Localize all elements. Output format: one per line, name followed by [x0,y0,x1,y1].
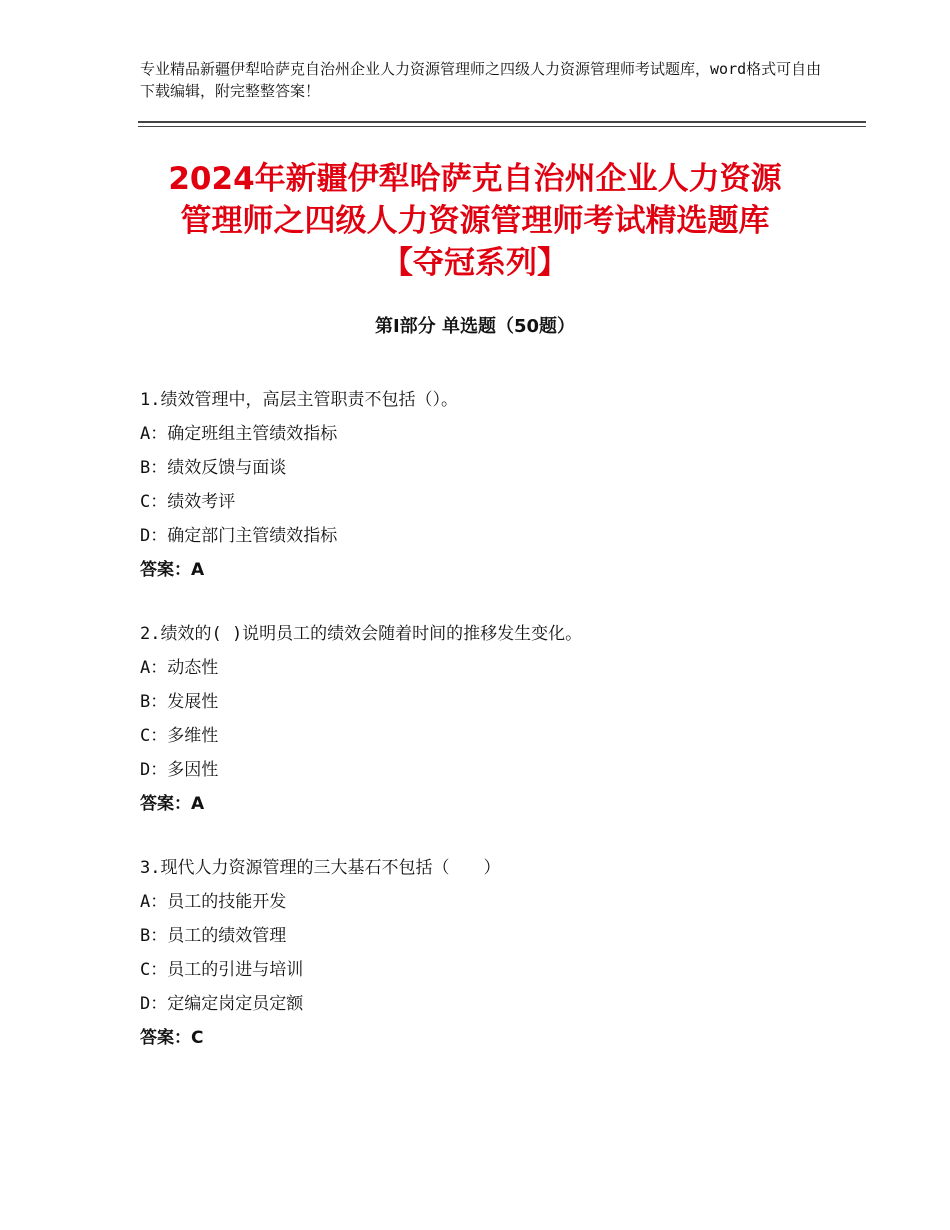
question-stem: 3.现代人力资源管理的三大基石不包括（ ） [140,858,501,878]
option-c: C：多维性 [140,726,219,746]
answer-label: 答案：A [140,794,205,814]
option-a: A：确定班组主管绩效指标 [140,424,338,444]
option-b: B：员工的绩效管理 [140,926,287,946]
option-c: C：绩效考评 [140,492,236,512]
option-b: B：发展性 [140,692,219,712]
document-title-line-1: 2024年新疆伊犁哈萨克自治州企业人力资源 [168,161,782,197]
answer-label: 答案：C [140,1028,204,1048]
option-a: A：员工的技能开发 [140,892,287,912]
option-d: D：定编定岗定员定额 [140,994,304,1014]
question-2 [140,617,840,821]
document-title [130,158,820,284]
header-note: 专业精品新疆伊犁哈萨克自治州企业人力资源管理师之四级人力资源管理师考试题库，word格式可自由下载编辑，附完整整答案！ [140,60,822,100]
header-divider-thick [138,121,866,123]
header-divider-thin [138,126,866,127]
section-title: 第Ⅰ部分 单选题（50题） [374,316,575,337]
question-list [140,383,840,1085]
question-1 [140,383,840,587]
document-title-line-2: 管理师之四级人力资源管理师考试精选题库 [180,203,770,239]
option-c: C：员工的引进与培训 [140,960,304,980]
question-stem: 2.绩效的( )说明员工的绩效会随着时间的推移发生变化。 [140,624,583,644]
option-d: D：多因性 [140,760,219,780]
option-a: A：动态性 [140,658,219,678]
document-title-line-3: 【夺冠系列】 [382,245,568,281]
answer-label: 答案：A [140,560,205,580]
question-3 [140,851,840,1055]
option-b: B：绩效反馈与面谈 [140,458,287,478]
question-stem: 1.绩效管理中，高层主管职责不包括（）。 [140,390,458,410]
option-d: D：确定部门主管绩效指标 [140,526,338,546]
